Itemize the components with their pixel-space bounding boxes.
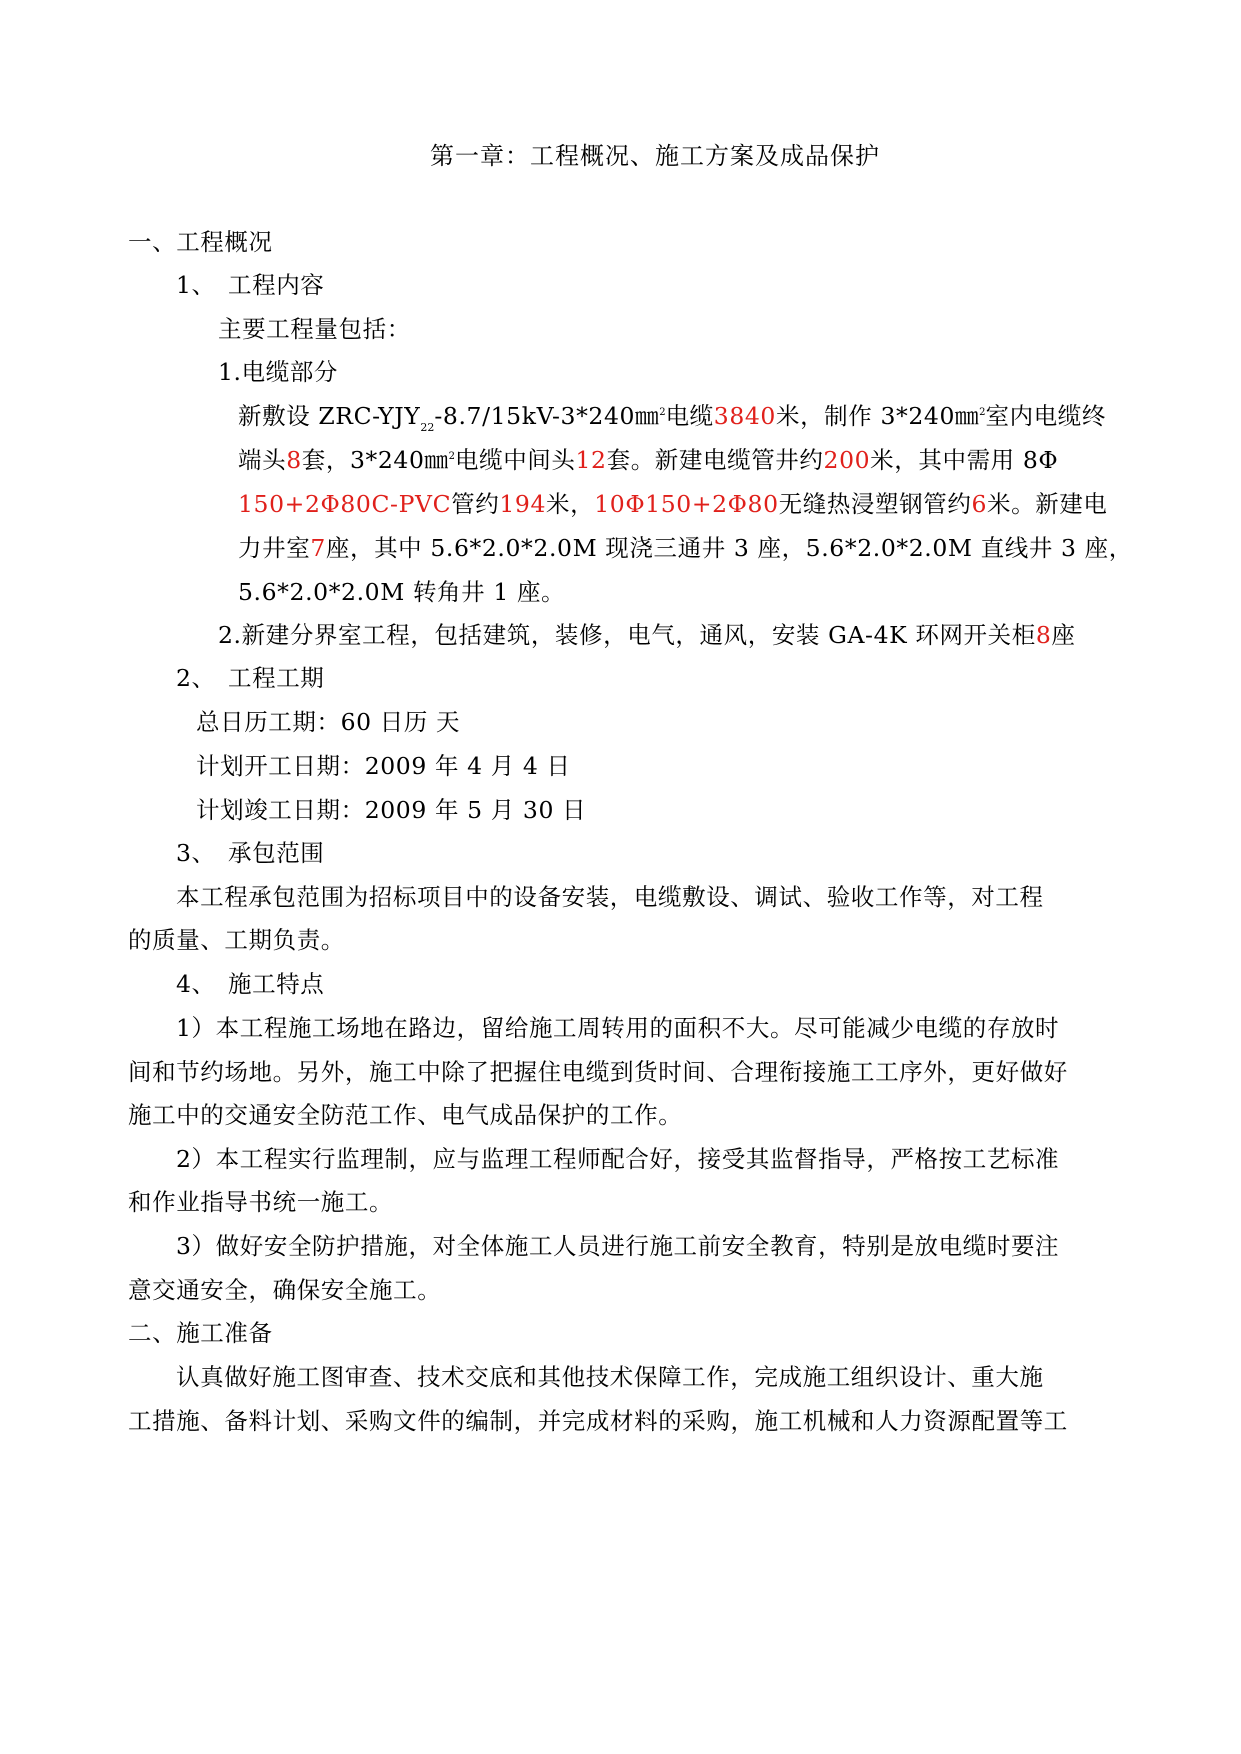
cable-part-heading: 1.电缆部分 — [218, 358, 339, 386]
cable-paragraph-line: 5.6*2.0*2.0M 转角井 1 座。 — [238, 578, 566, 606]
section-heading-overview: 一、工程概况 — [128, 228, 273, 256]
feature-paragraph-line: 意交通安全，确保安全施工。 — [128, 1276, 442, 1304]
feature-paragraph-line: 2）本工程实行监理制，应与监理工程师配合好，接受其监督指导，严格按工艺标准 — [176, 1145, 1060, 1173]
subsection-heading-scope: 3、 承包范围 — [176, 839, 325, 867]
chapter-title: 第一章：工程概况、施工方案及成品保护 — [430, 142, 880, 170]
scope-paragraph-line: 的质量、工期负责。 — [128, 926, 345, 954]
feature-paragraph-line: 1）本工程施工场地在路边，留给施工周转用的面积不大。尽可能减少电缆的存放时 — [176, 1014, 1060, 1042]
feature-paragraph-line: 间和节约场地。另外，施工中除了把握住电缆到货时间、合理衔接施工工序外，更好做好 — [128, 1058, 1068, 1086]
feature-paragraph-line: 和作业指导书统一施工。 — [128, 1188, 394, 1216]
section-heading-preparation: 二、施工准备 — [128, 1319, 273, 1347]
feature-paragraph-line: 施工中的交通安全防范工作、电气成品保护的工作。 — [128, 1101, 683, 1129]
preparation-paragraph-line: 认真做好施工图审查、技术交底和其他技术保障工作，完成施工组织设计、重大施 — [176, 1363, 1044, 1391]
cable-paragraph-line: 新敷设 ZRC-$YJY_{22}-8.7/15kV-3*240㎜^2$电缆3840米，制作 3*240㎜$^2$室内电缆终 — [238, 402, 1106, 434]
scope-paragraph-line: 本工程承包范围为招标项目中的设备安装，电缆敷设、调试、验收工作等，对工程 — [176, 883, 1044, 911]
main-quantities-label: 主要工程量包括： — [218, 315, 411, 343]
subsection-heading-schedule: 2、 工程工期 — [176, 664, 325, 692]
cable-paragraph-line: 端头8套，3*240㎜$^2$电缆中间头12套。新建电缆管井约200米，其中需用 8Φ — [238, 446, 1059, 474]
feature-paragraph-line: 3）做好安全防护措施，对全体施工人员进行施工前安全教育，特别是放电缆时要注 — [176, 1232, 1060, 1260]
cable-paragraph-line: 力井室7座，其中 5.6*2.0*2.0M 现浇三通井 3 座，5.6*2.0*2.0M 直线井 3 座， — [238, 534, 1133, 562]
subsection-heading-content: 1、 工程内容 — [176, 271, 325, 299]
total-duration: 总日历工期：60 日历 天 — [196, 708, 461, 736]
planned-end-date: 计划竣工日期：2009 年 5 月 30 日 — [196, 796, 587, 824]
planned-start-date: 计划开工日期：2009 年 4 月 4 日 — [196, 752, 571, 780]
distribution-room-item: 2.新建分界室工程，包括建筑，装修，电气，通风，安装 GA-4K 环网开关柜8座 — [218, 621, 1076, 649]
cable-paragraph-line: 150+2Φ80C-PVC管约194米，10Φ150+2Φ80无缝热浸塑钢管约6米。新建电 — [238, 490, 1108, 518]
preparation-paragraph-line: 工措施、备料计划、采购文件的编制，并完成材料的采购，施工机械和人力资源配置等工 — [128, 1407, 1068, 1435]
subsection-heading-features: 4、 施工特点 — [176, 970, 325, 998]
